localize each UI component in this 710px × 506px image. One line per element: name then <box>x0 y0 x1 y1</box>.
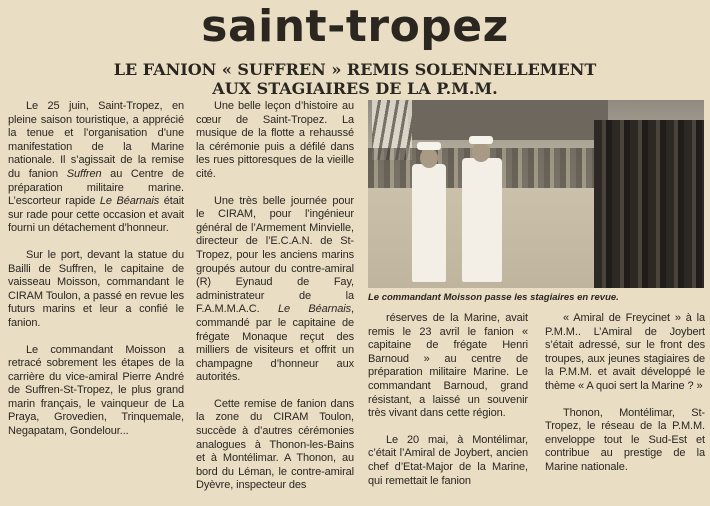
photo-officer-right <box>462 158 502 282</box>
article-column-1 <box>8 100 184 452</box>
paragraph: « Amiral de Freycinet » à la P.M.M.. L’Amiral de Joybert s’était adressé, sur le front des troupes, aux jeunes stagiaires de la P.M.M. et avait développé le thème « A quoi sert la Marine ? » <box>545 312 705 392</box>
headline-line-1: LE FANION « SUFFREN » REMIS SOLENNELLEMENT <box>113 60 597 79</box>
paragraph <box>196 195 354 385</box>
photo-caption: Le commandant Moisson passe les stagiaires en revue. <box>368 292 619 303</box>
paragraph: Le 20 mai, à Montélimar, c’était l’Amiral de Joybert, ancien chef d’Etat-Major de la Marine, qui remettait le fanion <box>368 433 528 487</box>
article-headline <box>60 60 650 98</box>
photo-sailors-ranks <box>594 120 704 288</box>
paragraph <box>8 100 184 236</box>
text-run: était sur rade pour cette occasion et avait fourni un détachement d’honneur. <box>8 195 185 235</box>
paragraph: Cette remise de fanion dans la zone du CIRAM Toulon, succède à d’autres cérémonies analogues à Thonon-les-Bains et à Montélimar. A Thonon, au bord du Léman, le contre-amiral Dyèvre, inspecteur des <box>196 397 354 492</box>
paragraph: réserves de la Marine, avait remis le 23 avril le fanion « capitaine de frégate Henri Barnoud » au centre de préparation militaire Marine. Le commandant Barnoud, grand résistant, a laissé un souvenir très vivant dans cette région. <box>368 312 528 420</box>
paragraph: Thonon, Montélimar, St-Tropez, le réseau de la P.M.M. enveloppe tout le Sud-Est et contribue au prestige de la Marine nationale. <box>545 406 705 473</box>
photo-officer-right-cap <box>469 136 493 144</box>
text-run: , commandé par le capitaine de frégate Monaque reçut des milliers de visiteurs et offrit un champagne d’honneur aux autorités. <box>196 303 354 384</box>
photo-officer-left <box>412 164 446 282</box>
article-column-4 <box>545 312 705 488</box>
photo-officer-left-cap <box>417 142 441 150</box>
text-run-italic: Le Béarnais <box>277 303 352 316</box>
text-run: au Centre de préparation militaire marine. L’escorteur rapide <box>8 167 184 208</box>
text-run: Le 25 juin, Saint-Tropez, en pleine saison touristique, a apprécié la tenue et l’organisation d’une manifestation de la Marine nationale. Il s’agissait de la remise du fanion <box>8 100 184 180</box>
paragraph: Une belle leçon d’histoire au cœur de Saint-Tropez. La musique de la flotte a rehaussé la cérémonie puis a défilé dans les rues pittoresques de la vieille cité. <box>196 100 354 180</box>
text-run: Une très belle journée pour le CIRAM, pour l’ingénieur général de l’Armement Minvielle, directeur de l’E.C.A.N. de St-Tropez, pour les anciens marins groupés autour du contre-amiral (R) Eynaud de Fay, administrateur de la F.A.M.M.A.C. <box>196 194 354 316</box>
article-column-3 <box>368 312 528 501</box>
photo-buildings <box>408 100 608 140</box>
ceremony-photo <box>368 100 704 288</box>
text-run-italic: Suffren <box>66 167 102 180</box>
text-run-italic: Le Béarnais <box>99 195 160 208</box>
masthead-title: saint-tropez <box>201 1 509 52</box>
photo-officer-right-head <box>472 142 490 162</box>
article-column-2 <box>196 100 354 506</box>
photo-officer-left-head <box>420 148 438 168</box>
paragraph: Sur le port, devant la statue du Bailli de Suffren, le capitaine de vaisseau Moisson, commandant le CIRAM Toulon, a passé en revue les futurs marins et leur a confié le fanion. <box>8 248 184 329</box>
paragraph: Le commandant Moisson a retracé sobrement les étapes de la carrière du vice-amiral Pierre André de Suffren-St-Tropez, le plus grand marin français, le vainqueur de La Praya, Grovedien, Trinquemale, Negapatam, Gondelour... <box>8 343 184 438</box>
headline-line-2: AUX STAGIAIRES DE LA P.M.M. <box>212 79 498 98</box>
